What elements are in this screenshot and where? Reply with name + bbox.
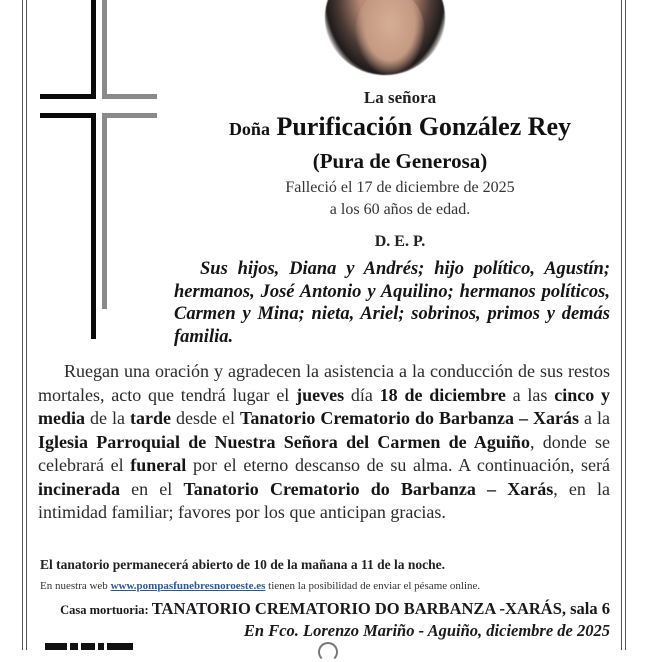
- qr-code[interactable]: [45, 643, 141, 650]
- body-text: , donde se celebrará el: [38, 431, 611, 475]
- cross-light-lower-bar: [102, 113, 157, 118]
- family-list: Sus hijos, Diana y Andrés; hijo político, Agustín; hermanos, José Antonio y Aquilino; hermanos políticos, Carmen y Mina; nieta, Ariel; sobrinos, primos y demás familia.: [174, 259, 610, 347]
- body-bold: 18 de diciembre: [379, 384, 506, 405]
- qr-block: [107, 643, 133, 650]
- frame-left-inner: [26, 0, 27, 650]
- opening-hours: El tanatorio permanecerá abierto de 10 de la mañana a 11 de la noche.: [40, 557, 445, 572]
- body-bold: tarde: [130, 408, 171, 428]
- body-bold: Tanatorio Crematorio do Barbanza – Xarás: [239, 408, 579, 428]
- body-text: día: [344, 384, 380, 405]
- body-bold: funeral: [130, 455, 187, 475]
- cross-light-vertical-lower: [102, 113, 107, 309]
- qr-block: [45, 643, 67, 650]
- alias: (Pura de Generosa): [312, 149, 488, 173]
- body-bold: jueves: [296, 384, 345, 405]
- cross-dark-top-bar: [40, 94, 96, 99]
- funeral-home: [60, 599, 610, 619]
- web-prefix: En nuestra web: [40, 580, 111, 592]
- frame-left-outer: [22, 0, 23, 650]
- body-text: por el eterno descanso de su alma. A continuación, será: [186, 455, 610, 475]
- title-prefix: Doña: [228, 119, 270, 139]
- age-line: a los 60 años de edad.: [329, 201, 471, 218]
- qr-block: [81, 643, 95, 650]
- funeral-home-value: TANATORIO CREMATORIO DO BARBANZA -XARÁS, sala 6: [151, 599, 610, 618]
- rip-line: D. E. P.: [374, 233, 426, 250]
- qr-block: [70, 643, 78, 650]
- body-text: en el: [120, 478, 184, 499]
- body-text: Ruegan una oración y agradecen la asistencia a la conducción de sus restos mortales, acto que tendrá lugar el: [38, 361, 610, 405]
- body-bold: Tanatorio Crematorio do Barbanza – Xarás: [183, 478, 554, 499]
- body-text: a la: [579, 408, 610, 428]
- web-condolence-line: [40, 580, 480, 592]
- place-date: En Fco. Lorenzo Mariño - Aguiño, diciembre de 2025: [243, 621, 610, 640]
- ceremony-details: [38, 360, 610, 525]
- honorific-line: La señora: [363, 88, 437, 107]
- cross-dark-vertical-lower: [91, 113, 96, 339]
- body-bold: cinco y media: [38, 384, 610, 428]
- body-bold: incinerada: [38, 478, 121, 499]
- body-bold: Iglesia Parroquial de Nuestra Señora del Carmen de Aguiño: [38, 431, 530, 452]
- cross-dark-vertical: [91, 0, 96, 97]
- qr-block: [98, 643, 104, 650]
- deceased-name: [170, 112, 630, 142]
- cross-dark-lower-bar: [40, 113, 96, 118]
- cross-light-top-bar: [102, 94, 157, 99]
- body-text: desde el: [170, 408, 240, 428]
- full-name: Purificación González Rey: [276, 112, 572, 141]
- web-suffix: tienen la posibilidad de enviar el pésame online.: [265, 580, 481, 592]
- logo-icon: [318, 642, 338, 662]
- website-link[interactable]: www.pompasfunebresnoroeste.es: [110, 580, 266, 592]
- death-date: Falleció el 17 de diciembre de 2025: [285, 179, 515, 196]
- portrait-photo-face: [355, 0, 425, 75]
- body-text: , en la intimidad familiar; favores por los que anticipan gracias.: [38, 478, 610, 522]
- body-text: de la: [85, 408, 130, 428]
- body-text: a las: [505, 384, 555, 405]
- funeral-home-label: Casa mortuoria:: [60, 603, 152, 617]
- cross-light-vertical: [102, 0, 107, 99]
